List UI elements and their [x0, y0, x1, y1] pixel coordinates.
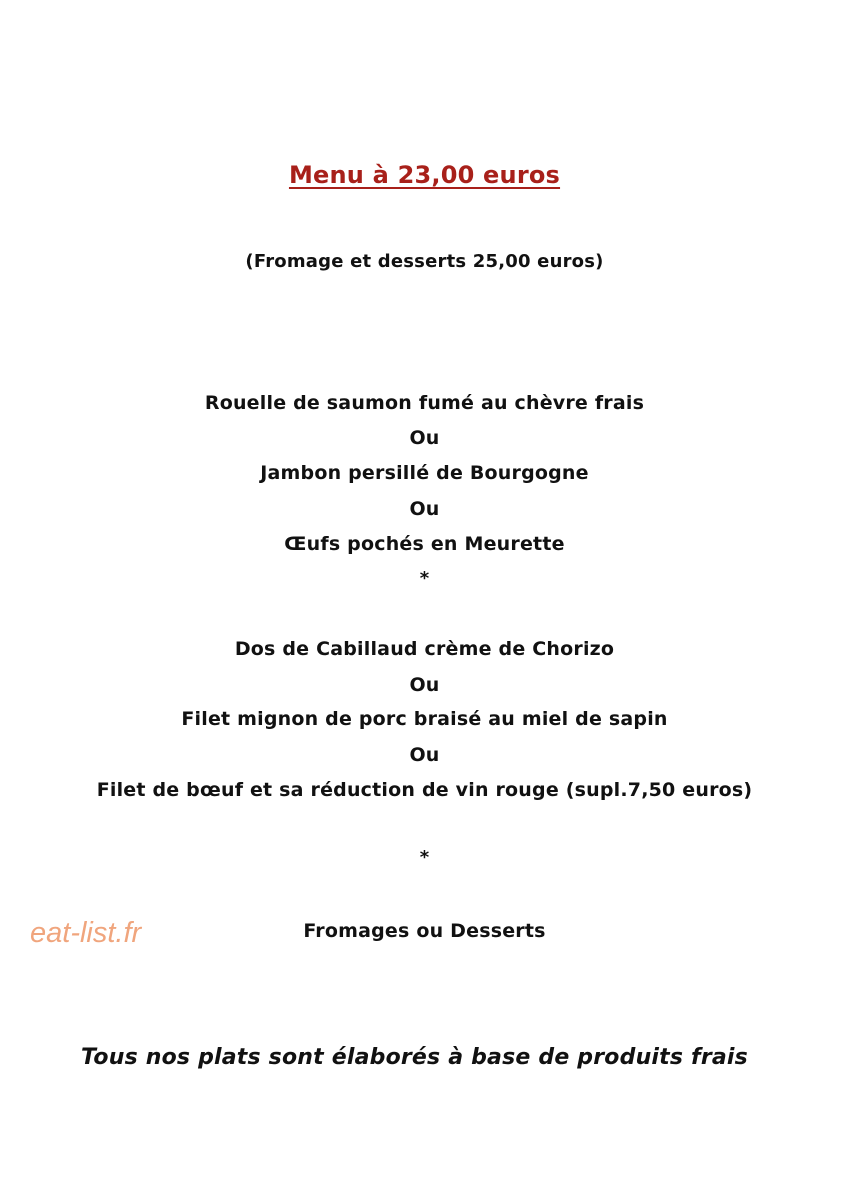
course-separator: * [419, 568, 430, 589]
starter-item: Rouelle de saumon fumé au chèvre frais [204, 392, 645, 414]
main-item: Filet de bœuf et sa réduction de vin rouge (supl.7,50 euros) [96, 779, 753, 801]
or-separator: Ou [409, 498, 440, 520]
course-separator: * [419, 847, 430, 868]
starter-item: Œufs pochés en Meurette [284, 533, 565, 555]
or-separator: Ou [409, 674, 440, 696]
or-separator: Ou [409, 427, 440, 449]
watermark-text: eat-list.fr [30, 917, 142, 949]
menu-footer: Tous nos plats sont élaborés à base de produits frais [81, 1045, 748, 1070]
main-item: Dos de Cabillaud crème de Chorizo [234, 638, 615, 660]
dessert-line: Fromages ou Desserts [303, 920, 546, 942]
or-separator: Ou [409, 744, 440, 766]
menu-subtitle: (Fromage et desserts 25,00 euros) [245, 251, 604, 272]
menu-title: Menu à 23,00 euros [288, 161, 561, 189]
main-item: Filet mignon de porc braisé au miel de sapin [181, 708, 668, 730]
starter-item: Jambon persillé de Bourgogne [260, 462, 589, 484]
